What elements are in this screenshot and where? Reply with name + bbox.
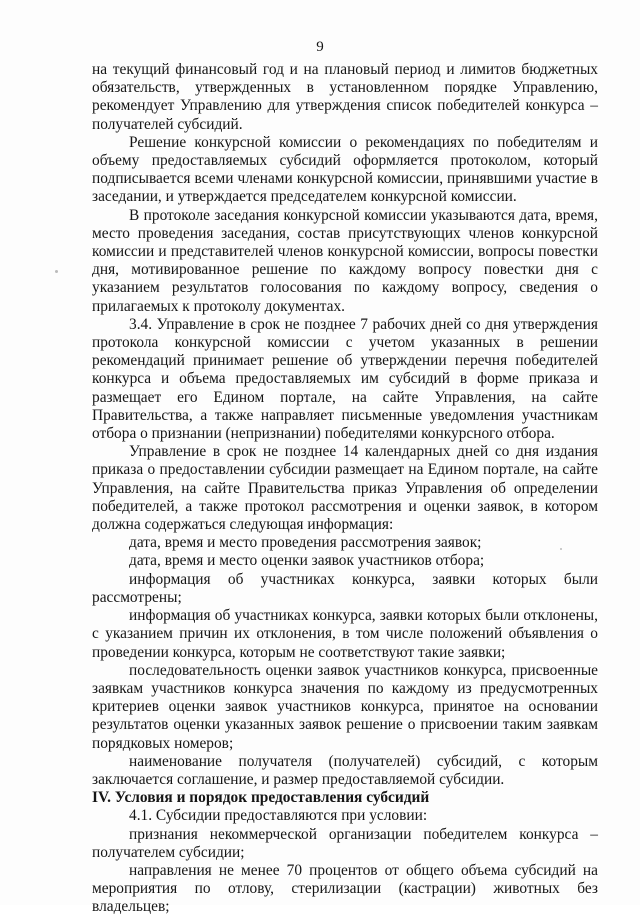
paragraph: на текущий финансовый год и на плановый период и лимитов бюджетных обязательств, утвержденных в установленном порядке Управлению, рекомендует Управлению для утверждения список победителей конкурса – получателей субсидий. (92, 61, 598, 133)
paragraph: 3.4. Управление в срок не позднее 7 рабочих дней со дня утверждения протокола конкурсной комиссии с учетом указанных в решении рекомендаций принимает решение об утверждении перечня победителей конкурса и объема предоставляемых им субсидий в форме приказа и размещает его Едином портале, на сайте Управления, на сайте Правительства, а также направляет письменные уведомления участникам отбора о признании (непризнании) победителями конкурсного отбора. (92, 315, 598, 443)
list-item: дата, время и место проведения рассмотрения заявок; (129, 534, 482, 552)
list-item: дата, время и место оценки заявок участников отбора; (129, 552, 485, 570)
page-number: 9 (316, 39, 324, 55)
list-item: направления не менее 70 процентов от общего объема субсидий на мероприятия по отлову, стерилизации (кастрации) животных без владельцев; (92, 861, 598, 916)
list-item: информация об участниках конкурса, заявки которых были рассмотрены; (92, 570, 598, 606)
list-item: последовательность оценки заявок участников конкурса, присвоенные заявкам участников конкурса значения по каждому из предусмотренных критериев оценки заявок участников конкурса, принятое на основании результатов оценки указанных заявок решение о присвоении таким заявкам порядковых номеров; (92, 661, 598, 752)
paragraph: Управление в срок не позднее 14 календарных дней со дня издания приказа о предоставлении субсидии размещает на Едином портале, на сайте Управления, на сайте Правительства приказ Управления об определении победителей, а также протокол рассмотрения и оценки заявок, в котором должна содержаться следующая информация: (92, 443, 598, 534)
paragraph: Решение конкурсной комиссии о рекомендациях по победителям и объему предоставляемых субсидий оформляется протоколом, который подписывается всеми членами конкурсной комиссии, принявшими участие в заседании, и утверждается председателем конкурсной комиссии. (92, 133, 598, 206)
document-body (92, 61, 598, 917)
scan-speck (55, 270, 58, 273)
paragraph: В протоколе заседания конкурсной комиссии указываются дата, время, место проведения заседания, состав присутствующих членов конкурсной комиссии и представителей членов конкурсной комиссии, вопросы повестки дня, мотивированное решение по каждому вопросу повестки дня с указанием результатов голосования по каждому вопросу, сведения о прилагаемых к протоколу документах. (92, 206, 598, 315)
paragraph: 4.1. Субсидии предоставляются при условии: (129, 807, 428, 825)
list-item: признания некоммерческой организации победителем конкурса – получателем субсидии; (92, 825, 598, 861)
list-item: информация об участниках конкурса, заявки которых были отклонены, с указанием причин их отклонения, в том числе положений объявления о проведении конкурса, которым не соответствуют такие заявки; (92, 607, 598, 661)
list-item: наименование получателя (получателей) субсидий, с которым заключается соглашение, и размер предоставляемой субсидии. (92, 752, 598, 788)
section-heading: IV. Условия и порядок предоставления субсидий (92, 789, 430, 807)
